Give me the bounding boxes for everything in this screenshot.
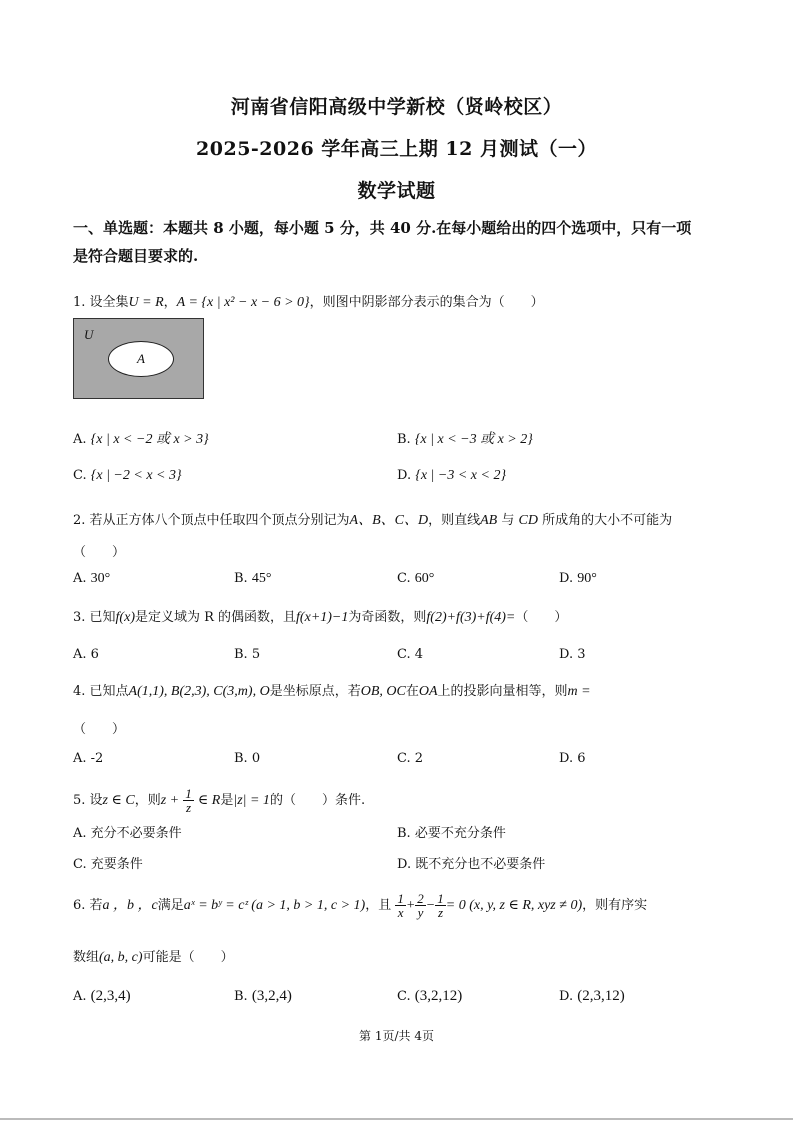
q2-text-g: 所成角的大小不可能为 bbox=[537, 513, 673, 528]
q2-answer-paren: （ ） bbox=[73, 545, 126, 560]
q4-text-c: 是坐标原点，若 bbox=[269, 684, 361, 699]
q2-option-b[interactable] bbox=[234, 571, 271, 587]
q5-modulus: |z| = 1 bbox=[233, 793, 270, 808]
q1-option-c-text: {x | −2 < x < 3} bbox=[90, 468, 182, 483]
q3-text-g: （ ） bbox=[515, 610, 568, 625]
q5-option-c[interactable]: C. 充要条件 bbox=[73, 857, 143, 872]
q1-option-a-letter: A. bbox=[73, 432, 87, 447]
q6-option-a[interactable] bbox=[73, 988, 131, 1005]
subject-title: 数学试题 bbox=[357, 180, 436, 202]
q2-option-d-text: 90° bbox=[577, 571, 597, 586]
q6-frac-2-num: 2 bbox=[417, 891, 424, 906]
q2-option-b-letter: B. bbox=[234, 571, 248, 586]
q5-option-d[interactable]: D. 既不充分也不必要条件 bbox=[397, 857, 546, 872]
q1-set-a: A = {x | x² − x − 6 > 0} bbox=[176, 295, 310, 310]
q6-option-d[interactable] bbox=[559, 988, 625, 1005]
q5-z-in-c: z ∈ C bbox=[102, 793, 135, 808]
q3-option-c[interactable]: C. 4 bbox=[397, 647, 424, 662]
q6-option-c-letter: C. bbox=[397, 989, 411, 1004]
question-6 bbox=[73, 892, 733, 919]
question-4 bbox=[73, 680, 733, 700]
section-heading-line1: 一、单选题：本题共 8 小题，每小题 5 分，共 40 分.在每小题给出的四个选项中，只有一项 bbox=[73, 219, 692, 237]
page-footer: 第 1页/共 4页 bbox=[359, 1029, 434, 1043]
q2-option-a[interactable] bbox=[73, 571, 110, 587]
q6-text-e: ，且 bbox=[365, 898, 392, 913]
q5-text-h: 的（ ）条件. bbox=[269, 793, 366, 808]
q1-option-c[interactable] bbox=[73, 468, 182, 484]
bottom-divider bbox=[0, 1118, 793, 1120]
q6-option-b-text: (3,2,4) bbox=[251, 988, 292, 1004]
school-title: 河南省信阳高级中学新校（贤岭校区） bbox=[230, 96, 563, 118]
q6-minus: − bbox=[425, 898, 436, 913]
q5-in-r: ∈ R bbox=[197, 793, 221, 808]
q6-text-c: 满足 bbox=[157, 898, 184, 913]
q6-tuple: (a, b, c) bbox=[99, 950, 143, 965]
q6-frac-1-num: 1 bbox=[397, 891, 404, 906]
question-2 bbox=[73, 509, 733, 529]
venn-set-a bbox=[108, 341, 174, 377]
q5-text-f: 是 bbox=[220, 793, 234, 808]
q6-line2-a: 数组 bbox=[73, 950, 100, 965]
q6-frac-3-num: 1 bbox=[437, 891, 444, 906]
q6-equation: = 0 (x, y, z ∈ R, xyz ≠ 0) bbox=[445, 898, 583, 913]
q4-vectors: OB, OC bbox=[360, 684, 406, 699]
question-3 bbox=[73, 606, 733, 626]
q3-text-a: 3. 已知 bbox=[73, 610, 116, 625]
question-1 bbox=[73, 291, 733, 311]
q3-option-d[interactable]: D. 3 bbox=[559, 647, 586, 662]
q2-option-d-letter: D. bbox=[559, 571, 574, 586]
q1-suffix: ，则图中阴影部分表示的集合为（ ） bbox=[309, 295, 544, 310]
q6-text-g: ，则有序实 bbox=[582, 898, 648, 913]
q5-text-a: 5. 设 bbox=[73, 793, 103, 808]
venn-label-a: A bbox=[137, 351, 145, 366]
section-heading-line2: 是符合题目要求的. bbox=[73, 247, 199, 265]
q1-option-d[interactable] bbox=[397, 468, 506, 484]
q2-points: A、B、C、D bbox=[349, 513, 429, 528]
q6-line2-c: 可能是（ ） bbox=[142, 950, 234, 965]
q5-text-c: ，则 bbox=[134, 793, 161, 808]
section-heading bbox=[73, 214, 723, 270]
q1-option-b-letter: B. bbox=[397, 432, 411, 447]
q6-frac-1-den: x bbox=[397, 905, 404, 920]
q2-option-c[interactable] bbox=[397, 571, 434, 587]
q1-option-d-letter: D. bbox=[397, 468, 412, 483]
q3-text-c: 是定义域为 R 的偶函数，且 bbox=[134, 610, 297, 625]
q3-text-e: 为奇函数，则 bbox=[348, 610, 427, 625]
q3-fx: f(x) bbox=[115, 610, 135, 625]
q1-prefix: 1. 设全集 bbox=[73, 295, 129, 310]
q6-vars: a ，b ，c bbox=[102, 898, 158, 913]
q1-option-d-text: {x | −3 < x < 2} bbox=[415, 468, 507, 483]
q6-text-a: 6. 若 bbox=[73, 898, 103, 913]
q1-option-a-text: {x | x < −2 或 x > 3} bbox=[90, 432, 209, 447]
q3-option-b[interactable]: B. 5 bbox=[234, 647, 261, 662]
q2-option-a-letter: A. bbox=[73, 571, 87, 586]
q2-option-a-text: 30° bbox=[90, 571, 111, 586]
q2-option-c-text: 60° bbox=[414, 571, 435, 586]
q6-option-d-text: (2,3,12) bbox=[577, 988, 625, 1004]
q2-option-d[interactable] bbox=[559, 571, 597, 587]
venn-diagram bbox=[73, 318, 204, 399]
q5-frac-den: z bbox=[185, 800, 192, 815]
q6-option-a-letter: A. bbox=[73, 989, 87, 1004]
q5-frac-num: 1 bbox=[185, 786, 192, 801]
q1-option-c-letter: C. bbox=[73, 468, 87, 483]
q5-z-plus: z + bbox=[160, 793, 180, 808]
q1-option-a[interactable] bbox=[73, 428, 209, 448]
q6-option-d-letter: D. bbox=[559, 989, 574, 1004]
exam-title: 2025-2026 学年高三上期 12 月测试（一） bbox=[196, 138, 597, 160]
q4-option-b[interactable]: B. 0 bbox=[234, 751, 261, 766]
question-5 bbox=[73, 787, 733, 814]
q4-points: A(1,1), B(2,3), C(3,m), O bbox=[128, 684, 270, 699]
q2-line-cd: CD bbox=[518, 513, 538, 528]
q2-text-a: 2. 若从正方体八个顶点中任取四个顶点分别记为 bbox=[73, 513, 350, 528]
q4-text-a: 4. 已知点 bbox=[73, 684, 129, 699]
q4-text-g: 上的投影向量相等，则 bbox=[437, 684, 568, 699]
q1-option-b-text: {x | x < −3 或 x > 2} bbox=[414, 432, 533, 447]
q6-frac-2 bbox=[415, 892, 426, 919]
q6-frac-1 bbox=[395, 892, 406, 919]
q5-option-a[interactable]: A. 充分不必要条件 bbox=[73, 826, 182, 841]
q4-vector-oa: OA bbox=[418, 684, 438, 699]
q1-sep: ， bbox=[163, 295, 177, 310]
q1-universal-set: U = R bbox=[128, 295, 164, 310]
q6-option-c[interactable] bbox=[397, 988, 462, 1005]
q1-option-b[interactable] bbox=[397, 428, 533, 448]
q2-option-b-text: 45° bbox=[251, 571, 272, 586]
q6-frac-2-den: y bbox=[417, 905, 424, 920]
q6-option-b[interactable] bbox=[234, 988, 292, 1005]
q3-shifted: f(x+1)−1 bbox=[296, 610, 349, 625]
q4-option-d[interactable]: D. 6 bbox=[559, 751, 586, 766]
q4-m: m = bbox=[567, 684, 591, 699]
q4-text-e: 在 bbox=[405, 684, 419, 699]
q2-line-ab: AB bbox=[480, 513, 498, 528]
q6-plus: + bbox=[405, 898, 416, 913]
q4-option-c[interactable]: C. 2 bbox=[397, 751, 424, 766]
q4-answer-paren: （ ） bbox=[73, 722, 126, 737]
q6-option-c-text: (3,2,12) bbox=[414, 988, 463, 1004]
venn-label-u: U bbox=[84, 327, 94, 342]
q2-text-e: 与 bbox=[497, 513, 519, 528]
q2-option-c-letter: C. bbox=[397, 571, 411, 586]
q6-line-2 bbox=[73, 946, 733, 966]
q6-frac-3-den: z bbox=[437, 905, 444, 920]
q5-option-b[interactable]: B. 必要不充分条件 bbox=[397, 826, 506, 841]
q3-option-a[interactable]: A. 6 bbox=[73, 647, 99, 662]
q6-option-b-letter: B. bbox=[234, 989, 248, 1004]
q5-fraction bbox=[183, 787, 194, 814]
q6-condition: aˣ = bʸ = cᶻ (a > 1, b > 1, c > 1) bbox=[183, 898, 366, 913]
q6-frac-3 bbox=[435, 892, 446, 919]
q2-text-c: ，则直线 bbox=[428, 513, 481, 528]
q3-sum: f(2)+f(3)+f(4)= bbox=[426, 610, 516, 625]
q6-option-a-text: (2,3,4) bbox=[90, 988, 131, 1004]
q4-option-a[interactable]: A. -2 bbox=[73, 751, 104, 766]
